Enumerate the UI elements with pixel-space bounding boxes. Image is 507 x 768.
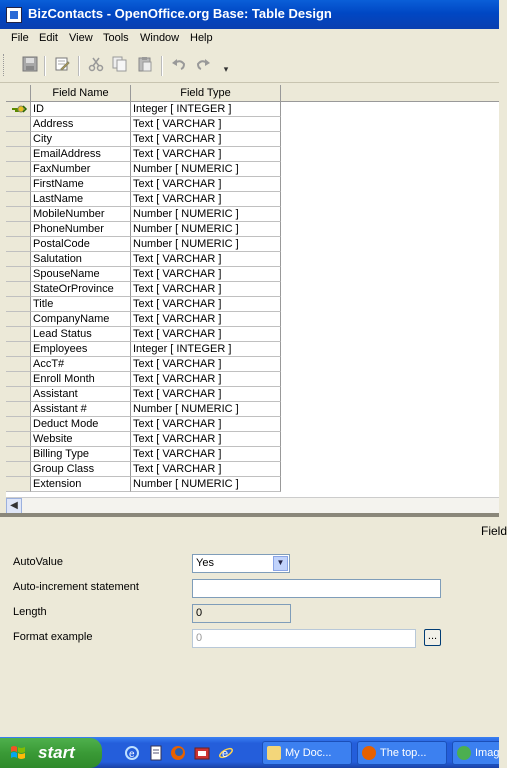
field-type-cell[interactable]: Text [ VARCHAR ] — [131, 327, 281, 342]
table-row[interactable] — [6, 252, 499, 267]
taskbar-button-label: The top... — [380, 747, 427, 759]
field-name-cell[interactable]: PostalCode — [31, 237, 131, 252]
field-type-cell[interactable]: Number [ NUMERIC ] — [131, 477, 281, 492]
row-selector[interactable] — [6, 342, 31, 357]
field-name-cell[interactable]: Salutation — [31, 252, 131, 267]
row-selector[interactable] — [6, 432, 31, 447]
document-icon[interactable] — [148, 745, 164, 761]
field-name-cell[interactable]: CompanyName — [31, 312, 131, 327]
row-selector[interactable] — [6, 297, 31, 312]
field-type-cell[interactable]: Text [ VARCHAR ] — [131, 417, 281, 432]
horizontal-scrollbar[interactable] — [6, 497, 499, 514]
field-name-cell[interactable]: Assistant # — [31, 402, 131, 417]
row-selector[interactable] — [6, 222, 31, 237]
table-row[interactable] — [6, 117, 499, 132]
table-row[interactable] — [6, 237, 499, 252]
row-selector[interactable] — [6, 327, 31, 342]
field-name-cell[interactable]: StateOrProvince — [31, 282, 131, 297]
row-selector[interactable] — [6, 417, 31, 432]
column-header-field-type[interactable]: Field Type — [131, 85, 281, 102]
start-label: start — [38, 743, 75, 762]
table-row[interactable] — [6, 282, 499, 297]
row-selector[interactable] — [6, 357, 31, 372]
field-name-cell[interactable]: Lead Status — [31, 327, 131, 342]
table-row[interactable] — [6, 342, 499, 357]
table-row[interactable] — [6, 297, 499, 312]
length-field[interactable]: 0 — [192, 604, 291, 623]
row-selector-header[interactable] — [6, 85, 31, 102]
primary-key-icon — [11, 103, 27, 115]
table-row[interactable] — [6, 147, 499, 162]
field-type-cell[interactable]: Text [ VARCHAR ] — [131, 267, 281, 282]
table-row[interactable] — [6, 267, 499, 282]
taskbar-button-images[interactable] — [452, 741, 499, 765]
taskbar-button-my-documents[interactable] — [262, 741, 352, 765]
cut-icon[interactable] — [87, 56, 105, 74]
toolbar-grip[interactable] — [3, 54, 7, 76]
row-selector[interactable] — [6, 102, 31, 117]
table-row[interactable] — [6, 372, 499, 387]
autovalue-label: AutoValue — [13, 556, 63, 568]
field-name-cell[interactable]: Employees — [31, 342, 131, 357]
edit-icon[interactable] — [53, 56, 71, 74]
field-name-cell[interactable]: AccT# — [31, 357, 131, 372]
firefox-icon — [362, 746, 376, 760]
table-row[interactable] — [6, 222, 499, 237]
field-name-cell[interactable]: Enroll Month — [31, 372, 131, 387]
row-selector[interactable] — [6, 252, 31, 267]
field-name-cell[interactable]: FirstName — [31, 177, 131, 192]
toolbar-separator — [44, 56, 46, 76]
field-type-cell[interactable]: Text [ VARCHAR ] — [131, 252, 281, 267]
table-row[interactable] — [6, 207, 499, 222]
field-name-cell[interactable]: Title — [31, 297, 131, 312]
field-type-cell[interactable]: Text [ VARCHAR ] — [131, 357, 281, 372]
row-selector[interactable] — [6, 462, 31, 477]
field-type-cell[interactable]: Text [ VARCHAR ] — [131, 297, 281, 312]
taskbar-button-label: My Doc... — [285, 747, 332, 759]
chevron-down-icon[interactable]: ▼ — [273, 556, 288, 571]
field-type-cell[interactable]: Text [ VARCHAR ] — [131, 462, 281, 477]
save-icon[interactable] — [21, 56, 39, 74]
row-selector[interactable] — [6, 177, 31, 192]
field-name-cell[interactable]: Assistant — [31, 387, 131, 402]
toolbar-overflow-icon[interactable]: ▾ — [223, 64, 229, 74]
autoincrement-label: Auto-increment statement — [13, 581, 139, 593]
field-name-cell[interactable]: Deduct Mode — [31, 417, 131, 432]
field-type-cell[interactable]: Number [ NUMERIC ] — [131, 207, 281, 222]
title-bar — [0, 0, 499, 29]
row-selector[interactable] — [6, 267, 31, 282]
chrome-icon — [457, 746, 471, 760]
table-row[interactable] — [6, 477, 499, 492]
row-selector[interactable] — [6, 162, 31, 177]
firefox-icon[interactable] — [170, 745, 186, 761]
taskbar — [0, 737, 499, 768]
menu-window[interactable]: Window — [140, 32, 180, 44]
field-name-cell[interactable]: SpouseName — [31, 267, 131, 282]
column-header-description[interactable] — [281, 85, 499, 102]
field-type-cell[interactable]: Text [ VARCHAR ] — [131, 177, 281, 192]
table-row[interactable] — [6, 327, 499, 342]
field-type-cell[interactable]: Integer [ INTEGER ] — [131, 342, 281, 357]
undo-icon[interactable] — [170, 56, 188, 74]
row-selector[interactable] — [6, 237, 31, 252]
media-icon[interactable] — [194, 745, 210, 761]
field-type-cell[interactable]: Number [ NUMERIC ] — [131, 222, 281, 237]
svg-text:e: e — [129, 749, 135, 760]
table-row[interactable] — [6, 387, 499, 402]
start-button[interactable] — [0, 738, 102, 768]
redo-icon[interactable] — [194, 56, 212, 74]
field-type-cell[interactable]: Number [ NUMERIC ] — [131, 162, 281, 177]
field-type-cell[interactable]: Text [ VARCHAR ] — [131, 117, 281, 132]
field-type-cell[interactable]: Integer [ INTEGER ] — [131, 102, 281, 117]
field-name-cell[interactable]: Extension — [31, 477, 131, 492]
folder-icon — [267, 746, 281, 760]
row-selector[interactable] — [6, 402, 31, 417]
row-selector[interactable] — [6, 117, 31, 132]
svg-text:e: e — [222, 748, 229, 760]
field-type-cell[interactable]: Number [ NUMERIC ] — [131, 237, 281, 252]
field-name-cell[interactable]: Address — [31, 117, 131, 132]
length-label: Length — [13, 606, 47, 618]
field-name-cell[interactable]: LastName — [31, 192, 131, 207]
table-row[interactable] — [6, 312, 499, 327]
scroll-left-arrow-icon[interactable]: ◀ — [6, 498, 22, 514]
field-name-cell[interactable]: ID — [31, 102, 131, 117]
field-type-cell[interactable]: Text [ VARCHAR ] — [131, 372, 281, 387]
row-selector[interactable] — [6, 132, 31, 147]
row-selector[interactable] — [6, 312, 31, 327]
copy-icon[interactable] — [111, 56, 129, 74]
table-row[interactable] — [6, 102, 499, 117]
ie-alt-icon[interactable] — [218, 745, 234, 761]
app-icon[interactable] — [6, 7, 22, 23]
field-type-cell[interactable]: Text [ VARCHAR ] — [131, 432, 281, 447]
table-row[interactable] — [6, 177, 499, 192]
field-properties-pane — [0, 517, 507, 737]
row-selector[interactable] — [6, 447, 31, 462]
field-name-cell[interactable]: Group Class — [31, 462, 131, 477]
table-row[interactable] — [6, 132, 499, 147]
autovalue-selected-value: Yes — [196, 557, 214, 569]
table-design-grid[interactable] — [6, 85, 499, 497]
row-selector[interactable] — [6, 477, 31, 492]
menu-view[interactable]: View — [69, 32, 93, 44]
table-row[interactable] — [6, 417, 499, 432]
field-name-cell[interactable]: EmailAddress — [31, 147, 131, 162]
menu-file[interactable]: File — [11, 32, 29, 44]
table-row[interactable] — [6, 447, 499, 462]
menu-bar — [0, 29, 499, 48]
table-row[interactable] — [6, 162, 499, 177]
table-row[interactable] — [6, 462, 499, 477]
toolbar-separator — [78, 56, 80, 76]
row-selector[interactable] — [6, 282, 31, 297]
row-selector[interactable] — [6, 387, 31, 402]
field-name-cell[interactable]: MobileNumber — [31, 207, 131, 222]
field-name-cell[interactable]: FaxNumber — [31, 162, 131, 177]
field-type-cell[interactable]: Text [ VARCHAR ] — [131, 147, 281, 162]
field-type-cell[interactable]: Text [ VARCHAR ] — [131, 132, 281, 147]
menu-edit[interactable]: Edit — [39, 32, 58, 44]
window-title: BizContacts - OpenOffice.org Base: Table Design — [28, 6, 332, 21]
table-row[interactable] — [6, 357, 499, 372]
taskbar-button-label: Imag — [475, 747, 500, 759]
row-selector[interactable] — [6, 372, 31, 387]
menu-help[interactable]: Help — [190, 32, 213, 44]
field-type-cell[interactable]: Text [ VARCHAR ] — [131, 387, 281, 402]
field-type-cell[interactable]: Text [ VARCHAR ] — [131, 447, 281, 462]
row-selector[interactable] — [6, 192, 31, 207]
autovalue-select[interactable] — [192, 554, 290, 573]
format-button[interactable]: ... — [424, 629, 441, 646]
ie-icon[interactable] — [124, 745, 140, 761]
field-type-cell[interactable]: Number [ NUMERIC ] — [131, 402, 281, 417]
field-type-cell[interactable]: Text [ VARCHAR ] — [131, 312, 281, 327]
table-row[interactable] — [6, 432, 499, 447]
toolbar-separator — [161, 56, 163, 76]
format-example-field: 0 — [192, 629, 416, 648]
field-type-cell[interactable]: Text [ VARCHAR ] — [131, 192, 281, 207]
row-selector[interactable] — [6, 207, 31, 222]
menu-tools[interactable]: Tools — [103, 32, 129, 44]
table-row[interactable] — [6, 192, 499, 207]
autoincrement-input[interactable] — [192, 579, 441, 598]
standard-toolbar — [0, 48, 499, 83]
windows-flag-icon — [10, 745, 26, 761]
field-name-cell[interactable]: Billing Type — [31, 447, 131, 462]
field-type-cell[interactable]: Text [ VARCHAR ] — [131, 282, 281, 297]
row-selector[interactable] — [6, 147, 31, 162]
field-properties-header: Field — [481, 524, 507, 538]
paste-icon[interactable] — [136, 56, 154, 74]
table-row[interactable] — [6, 402, 499, 417]
format-example-label: Format example — [13, 631, 93, 643]
taskbar-button-firefox[interactable] — [357, 741, 447, 765]
field-name-cell[interactable]: City — [31, 132, 131, 147]
column-header-field-name[interactable]: Field Name — [31, 85, 131, 102]
field-name-cell[interactable]: Website — [31, 432, 131, 447]
field-name-cell[interactable]: PhoneNumber — [31, 222, 131, 237]
